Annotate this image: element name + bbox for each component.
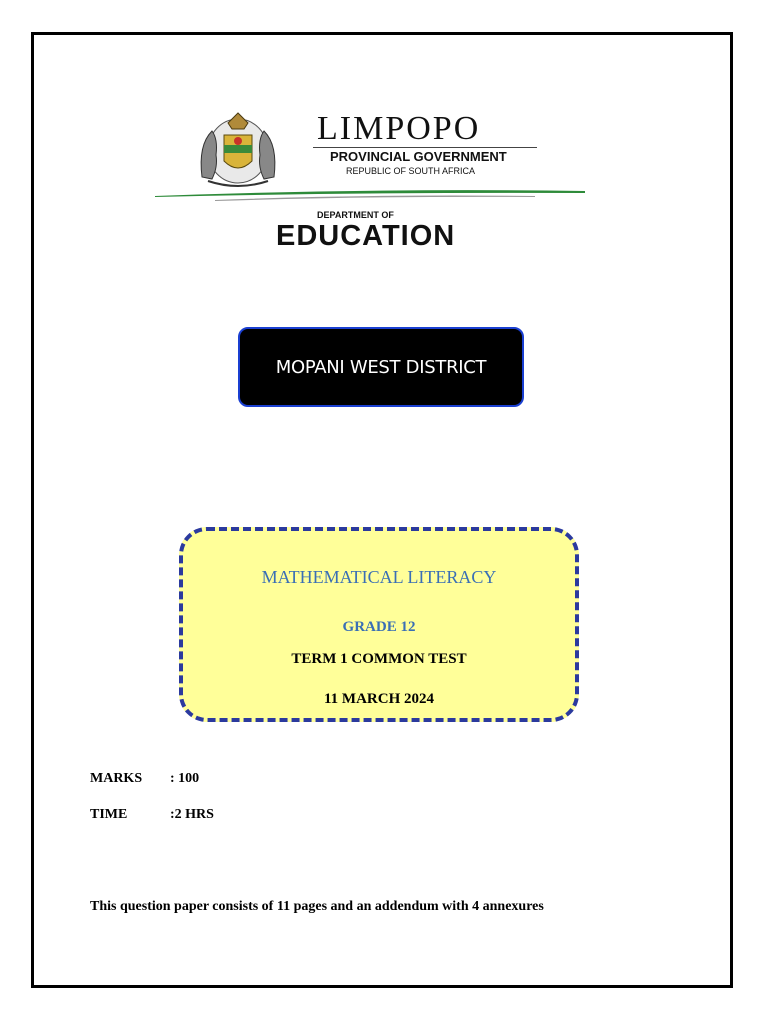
province-name: LIMPOPO (317, 110, 481, 147)
test-name: TERM 1 COMMON TEST (291, 651, 467, 667)
grade-label: GRADE 12 (342, 619, 416, 635)
limpopo-logo (150, 100, 590, 262)
name-underline (313, 147, 537, 148)
republic-label: REPUBLIC OF SOUTH AFRICA (346, 166, 476, 176)
subject-title: MATHEMATICAL LITERACY (261, 567, 497, 587)
coat-of-arms-icon (188, 105, 288, 189)
time-value: :2 HRS (170, 807, 214, 822)
test-date: 11 MARCH 2024 (324, 691, 434, 707)
paper-info-note: This question paper consists of 11 pages and an addendum with 4 annexures (90, 899, 544, 914)
green-swoosh (155, 188, 585, 202)
marks-value: : 100 (170, 771, 200, 786)
marks-label: MARKS (90, 771, 143, 786)
time-label: TIME (90, 807, 128, 822)
department-of-label: DEPARTMENT OF (317, 210, 394, 220)
district-name: MOPANI WEST DISTRICT (275, 356, 487, 378)
marks-row (90, 771, 199, 787)
government-label: PROVINCIAL GOVERNMENT (330, 149, 507, 164)
district-banner (238, 327, 524, 407)
time-row (90, 807, 214, 823)
department-name: EDUCATION (276, 220, 456, 252)
exam-details-box (179, 527, 579, 722)
